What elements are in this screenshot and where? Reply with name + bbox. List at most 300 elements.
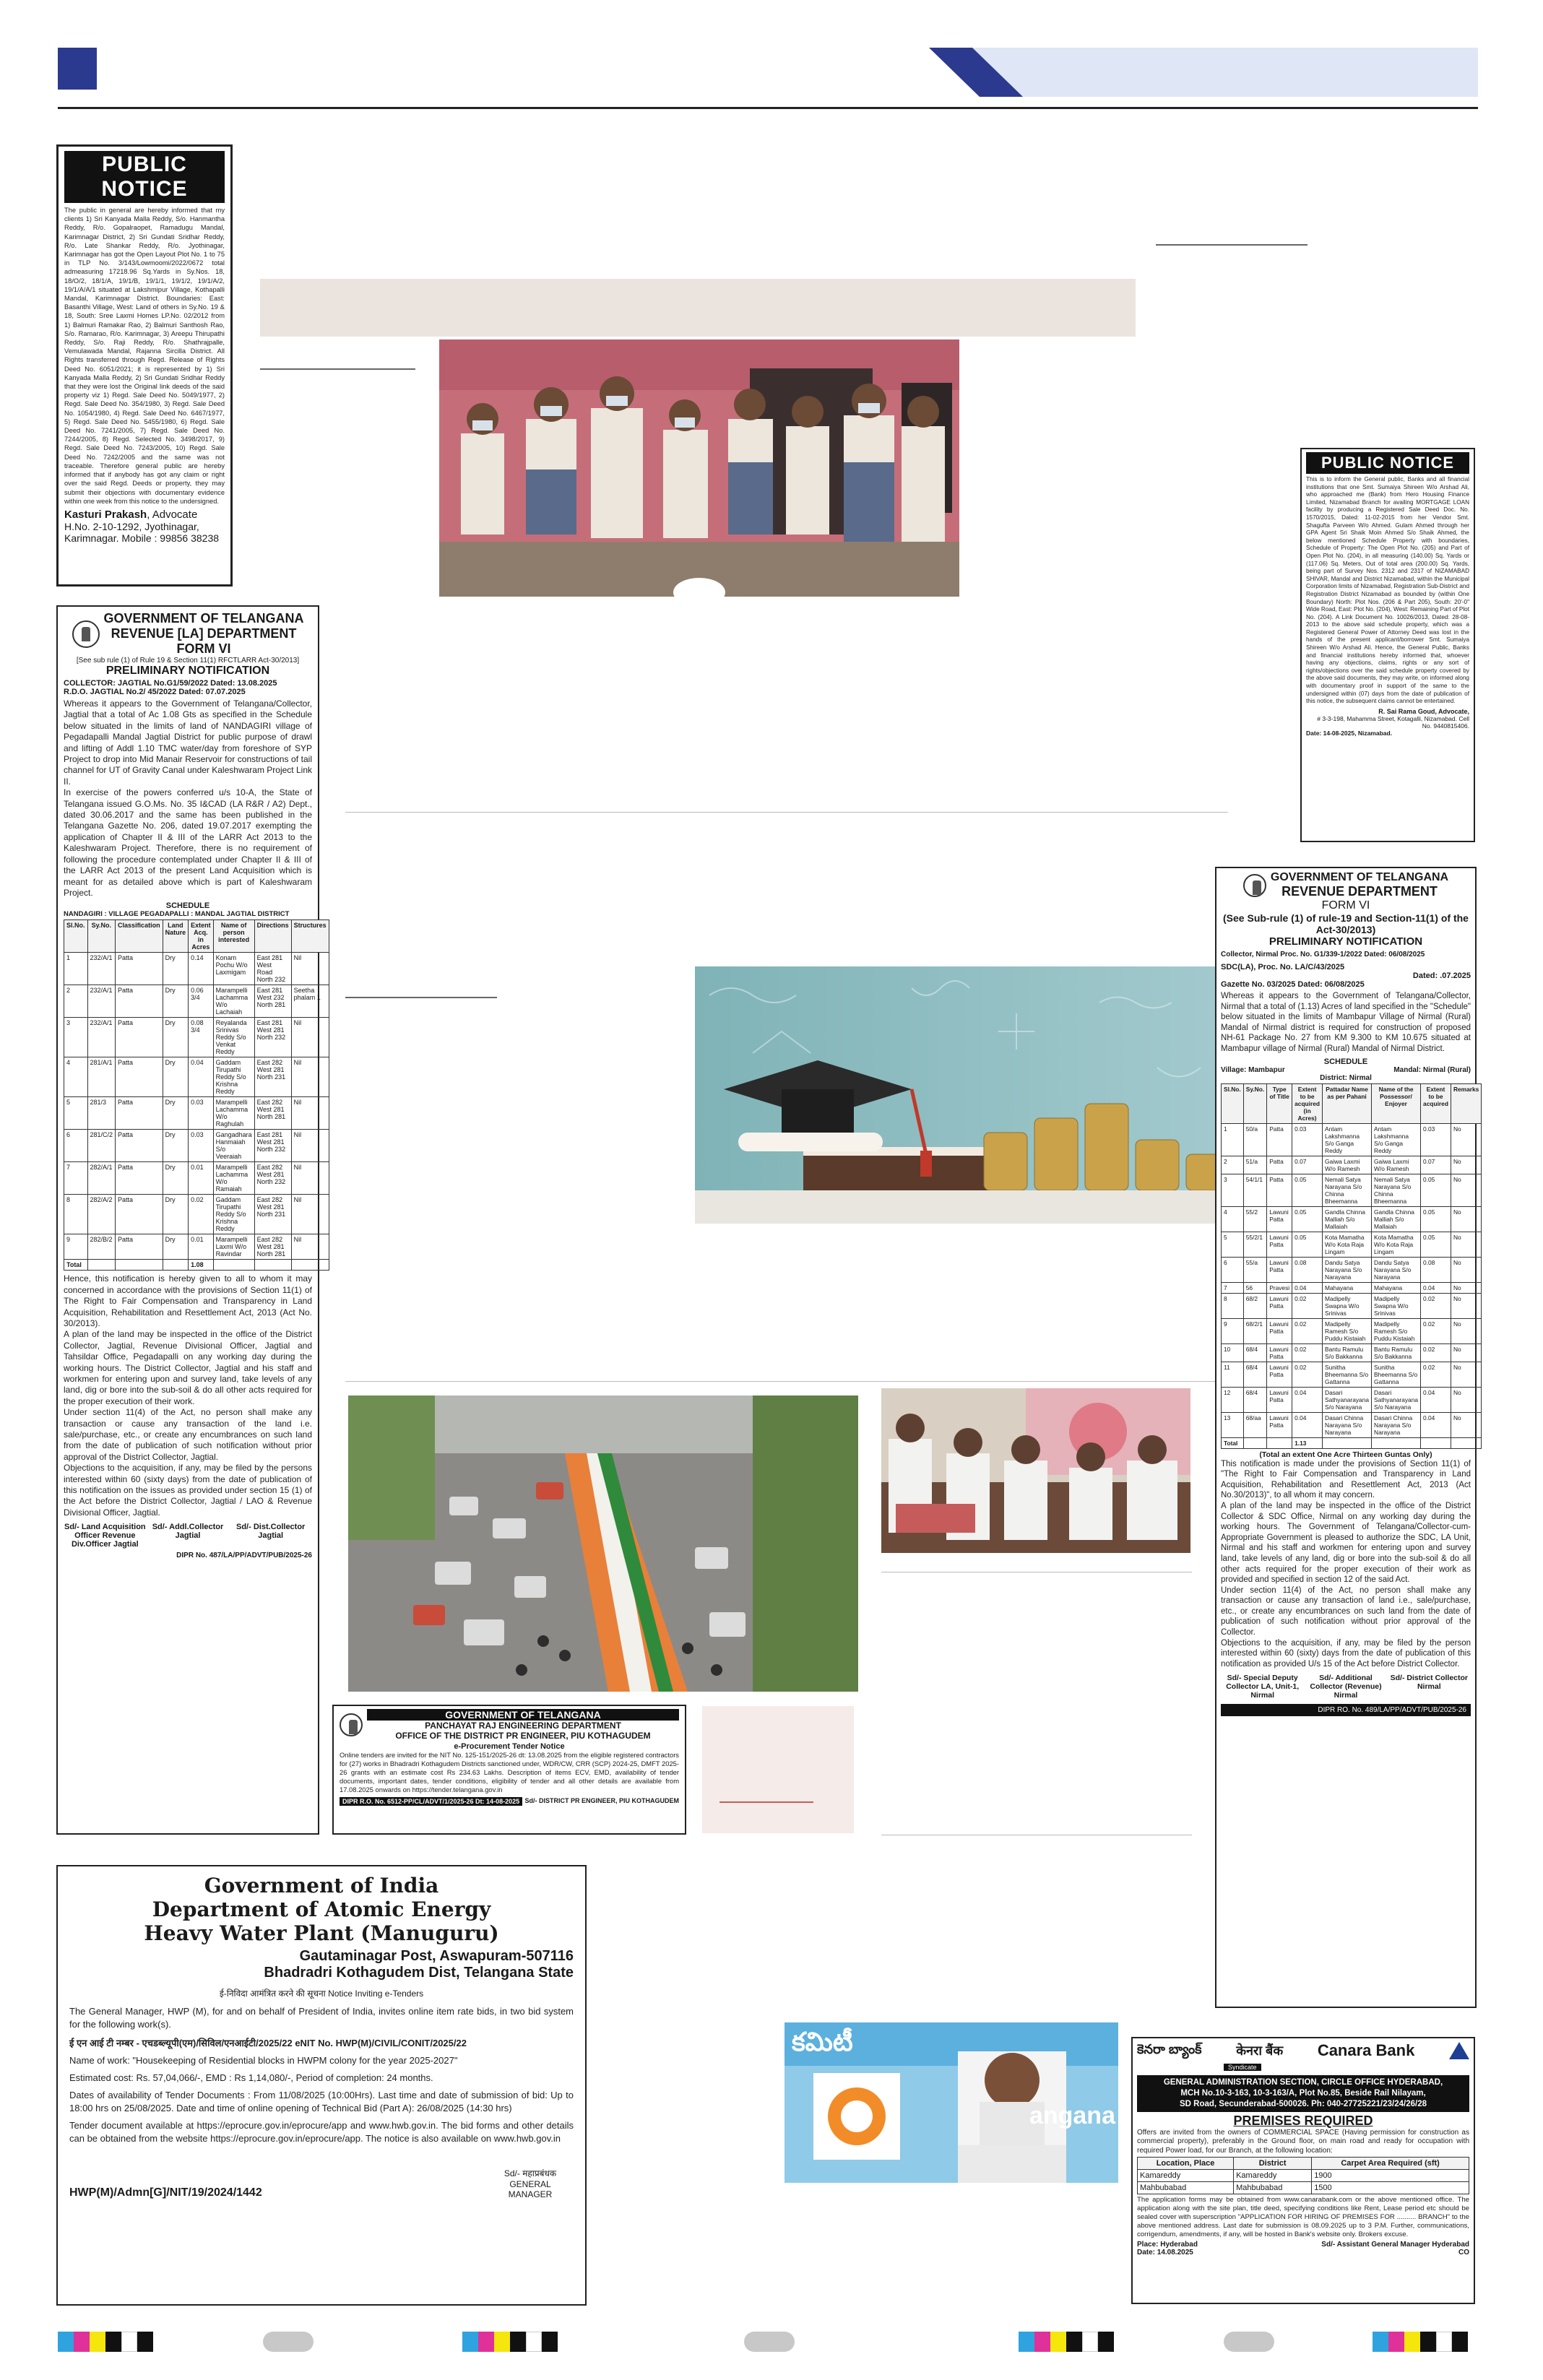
public-notice-body: The public in general are hereby informed that my clients 1) Sri Kanyada Malla Reddy, S/o. Hanmantha Reddy, R/o. Gopalraopet, Ramadugu Mandal, Karimnagar District, 2) Sri Gundati Sridhar Reddy, R/o. Late Shankar Reddy, R/o. Jyothinagar, Karimnagar has got the Open Layout Plot No. 1 to 75 in TLP No. 3/143/Lowmoomi/2022/0672 total admeasuring 17218.96 Sq.Yards in Sy.Nos. 18, 18/O/2, 18/1/A, 19/1/B, 19/1/1, 19/1/2, 19/1/A/2, 19/1/A/A/1 situated at Lakshmipur Village, Kothapalli Mandal, Karimnagar District. Boundaries: East: Basanthi Village, West: Land of others in Sy.No. 19 & 18, South: Sree Laxmi Homes LP.No. 02/2012 from 1) Balmuri Ramakar Rao, 2) Balmuri Santhosh Rao, S/o. Ramarao, R/o. Karimnagar, 3) Areepu Thirupathi Reddy, S/o. Raji Reddy, R/o. Shathrajpalle, Vemulawada Mandal, Rajanna Sircilla District. All Rights transferred through Regd. Release of Rights Deed No. 6051/2021; it is represented by 1) Sri Kanyada Malla Reddy, 2) Sri Gundati Sridhar Reddy that they were lost the Original link deeds of the said property viz 1) Regd. Sale Deed No. 5049/1977, 2) Regd. Sale Deed No. 354/1980, 3) Regd. Sale Deed No. 1054/1980, 4) Regd. Sale Deed No. 6467/1977, 5) Regd. Sale Deed No. 5455/1980, 6) Regd. Sale Deed No. 7241/2005, 7) Regd. Sale Deed No. 7244/2005, 8) Regd. Selected No. 3498/2017, 9) Regd. Sale Deed No. 7243/2005, 10) Regd. Sale Deed No. 7242/2005 and the same was not traceable. Therefore general public are hereby informed that if anybody has got any claim or right over the said Regd. Deeds or property, they may submit their objections with documentary evidence within one week from this notice to the undersigned. [64, 207, 225, 505]
table-row [1222, 1123, 1482, 1156]
jagtial-schedule-col-header: Directions [254, 920, 291, 953]
nirmal-schedule-total-cell: Total [1222, 1437, 1244, 1448]
jagtial-schedule-cell: 232/A/1 [87, 1018, 116, 1057]
color-registration-strip [462, 2332, 558, 2352]
hwp-cost: Estimated cost: Rs. 57,04,066/-, EMD : Rs 1,14,080/-, Period of completion: 24 months. [69, 2072, 433, 2083]
jagtial-schedule-cell: Marampelli Lachamma W/o Raghulah [213, 1097, 254, 1130]
nirmal-schedule-cell: No [1451, 1282, 1481, 1293]
canara-cell: Kamareddy [1138, 2170, 1234, 2182]
column-rule [1156, 244, 1308, 246]
jagtial-schedule-cell: Nil [291, 1234, 329, 1260]
jagtial-schedule-col-header: Sy.No. [87, 920, 116, 953]
nirmal-schedule-total-cell [1421, 1437, 1451, 1448]
jagtial-schedule-cell: 0.02 [189, 1195, 214, 1234]
table-row [1222, 1362, 1482, 1387]
jagtial-schedule-cell: 8 [64, 1195, 88, 1234]
nirmal-schedule-total-cell: 1.13 [1292, 1437, 1323, 1448]
table-row [64, 985, 329, 1018]
canara-tagline: Syndicate [1224, 2064, 1261, 2071]
public-notice-right-signature: R. Sai Rama Goud, Advocate, [1378, 707, 1469, 715]
nirmal-schedule-cell: 0.05 [1421, 1206, 1451, 1232]
hwp-manuguru-tender [56, 1865, 587, 2306]
telangana-emblem-icon [340, 1713, 363, 1736]
jagtial-schedule-col-header: Structures [291, 920, 329, 953]
nirmal-schedule-cell: 0.08 [1421, 1257, 1451, 1282]
tricolour-rally-photo [348, 1395, 858, 1692]
jagtial-schedule-cell: 0.04 [189, 1057, 214, 1097]
jagtial-schedule-cell: Patta [116, 953, 163, 985]
form-vi-nirmal-para1: Whereas it appears to the Government of Telangana/Collector, Nirmal that a total of (1.13) Acres of land specified in the "Schedule" below situated in the limits of Mambapur Village of Nirmal (Rural) Mandal of Nirmal district is required for construction of proposed NH-61 Package No. 27 from KM 9.300 to KM 10.675 situated at Mambapur village of Nirmal (Rural) Mandal of Nirmal District. [1221, 992, 1471, 1053]
form-vi-jagtial-schedule-table [64, 919, 329, 1271]
nirmal-schedule-cell: Lawuni Patta [1267, 1232, 1292, 1257]
canara-cell: Kamareddy [1234, 2170, 1312, 2182]
jagtial-schedule-cell: Patta [116, 1162, 163, 1195]
table-row [64, 1234, 329, 1260]
form-vi-jagtial-para4: A plan of the land may be inspected in the office of the District Collector, Jagtial, Revenue Divisional Officer, Jagtial and Tahsildar Office, Pegadapalli on any working day during the working hours. The District Collector, Jagtial and his staff and workmen for entering upon and survey land, take levels of any land, dig or bore into the sub-soil & do all other acts required for the proper execution of their work. [64, 1329, 312, 1406]
hwp-web: Tender document available at https://eprocure.gov.in/eprocure/app and www.hwb.gov.in. The bid forms and other details can be obtained from the website https://eprocure.gov.in/eprocure/app. The notice is also available on www.hwb.gov.in [69, 2120, 574, 2144]
form-vi-jagtial-signatures: Sd/- Land Acquisition Officer Revenue Div.Officer Jagtial Sd/- Addl.Collector Jagtial Sd/- Dist.Collector Jagtial [64, 1523, 306, 1549]
nirmal-schedule-cell: Lawuni Patta [1267, 1293, 1292, 1318]
public-notice-mobile: Karimnagar. Mobile : 99856 38238 [64, 532, 220, 544]
color-registration-strip [1373, 2332, 1468, 2352]
nirmal-schedule-cell: Pravesi [1267, 1282, 1292, 1293]
table-total-row [1222, 1437, 1482, 1448]
nirmal-schedule-cell: 0.02 [1292, 1362, 1323, 1387]
jagtial-schedule-cell: Reyalanda Srinivas Reddy S/o Venkat Reddy [213, 1018, 254, 1057]
form-vi-nirmal-footer: DIPR RO. No. 489/LA/PP/ADVT/PUB/2025-26 [1221, 1704, 1471, 1716]
nirmal-schedule-cell: 56 [1243, 1282, 1266, 1293]
jagtial-schedule-cell: 7 [64, 1162, 88, 1195]
nirmal-schedule-cell: 68/2 [1243, 1293, 1266, 1318]
nirmal-schedule-col-header: Remarks [1451, 1083, 1481, 1123]
nirmal-schedule-cell: Kota Mamatha W/o Kota Raja Lingam [1323, 1232, 1372, 1257]
nirmal-schedule-cell: 55/2/1 [1243, 1232, 1266, 1257]
jagtial-schedule-cell: 281/A/1 [87, 1057, 116, 1097]
table-row [1138, 2170, 1469, 2182]
nirmal-schedule-cell: Gaiwa Laxmi W/o Ramesh [1372, 1156, 1421, 1174]
nirmal-schedule-cell: No [1451, 1387, 1481, 1412]
jagtial-schedule-col-header: Extent Acq. in Acres [189, 920, 214, 953]
form-vi-nirmal-ref1: Collector, Nirmal Proc. No. G1/339-1/2022 Dated: 06/08/2025 [1221, 951, 1425, 959]
nirmal-schedule-cell: 0.04 [1292, 1282, 1323, 1293]
form-vi-nirmal-district: District: Nirmal [1320, 1073, 1372, 1082]
jagtial-schedule-cell: East 282 West 281 North 232 [254, 1162, 291, 1195]
nirmal-schedule-cell: Dandu Satya Narayana S/o Narayana [1323, 1257, 1372, 1282]
nirmal-schedule-cell: 0.08 [1292, 1257, 1323, 1282]
jagtial-schedule-total-cell: Total [64, 1260, 88, 1271]
headline-placeholder-bar [260, 279, 1136, 337]
nirmal-schedule-col-header: Extent to be acquired (in Acres) [1292, 1083, 1323, 1123]
nirmal-schedule-cell: Lawuni Patta [1267, 1387, 1292, 1412]
jagtial-schedule-total-cell [87, 1260, 116, 1271]
nirmal-schedule-cell: Gandla Chinna Malliah S/o Mallaiah [1372, 1206, 1421, 1232]
form-vi-jagtial [56, 605, 327, 1835]
nirmal-schedule-cell: No [1451, 1293, 1481, 1318]
jagtial-schedule-cell: 2 [64, 985, 88, 1018]
nirmal-schedule-cell: 54/1/1 [1243, 1174, 1266, 1206]
nirmal-schedule-total-cell [1372, 1437, 1421, 1448]
table-row [64, 953, 329, 985]
nirmal-schedule-col-header: Name of the Possessor/ Enjoyer [1372, 1083, 1421, 1123]
canara-brand-row: కెనరా బ్యాంక్ केनरा बैंक Canara Bank [1137, 2041, 1469, 2060]
nirmal-schedule-cell: 0.05 [1292, 1232, 1323, 1257]
color-registration-strip [1019, 2332, 1114, 2352]
jagtial-schedule-cell: East 282 West 281 North 231 [254, 1195, 291, 1234]
banner-english-text: angana [1029, 2102, 1115, 2129]
nirmal-schedule-cell: No [1451, 1206, 1481, 1232]
public-notice-right-title: PUBLIC NOTICE [1306, 452, 1469, 474]
nirmal-schedule-cell: 0.07 [1421, 1156, 1451, 1174]
jagtial-schedule-cell: East 282 West 281 North 281 [254, 1234, 291, 1260]
header-rule [58, 107, 1478, 109]
nirmal-schedule-cell: Sunitha Bheemanna S/o Gattanna [1323, 1362, 1372, 1387]
canara-logo-icon [1449, 2042, 1469, 2059]
jagtial-schedule-cell: East 281 West 281 North 232 [254, 1130, 291, 1162]
jagtial-schedule-cell: Patta [116, 985, 163, 1018]
pink-placeholder-box [702, 1706, 854, 1833]
hwp-nit: ई एन आई टी नम्बर - एचडब्ल्यूपी(एम)/सिविल/एनआईटी/2025/22 eNIT No. HWP(M)/CIVIL/CONIT/2025/22 [69, 2038, 467, 2048]
nirmal-schedule-cell: 0.02 [1421, 1362, 1451, 1387]
jagtial-schedule-cell: Nil [291, 1057, 329, 1097]
jagtial-schedule-cell: Nil [291, 953, 329, 985]
nirmal-schedule-cell: 0.02 [1292, 1318, 1323, 1343]
jagtial-schedule-cell: Nil [291, 1162, 329, 1195]
canara-cell: Mahbubabad [1234, 2182, 1312, 2194]
jagtial-schedule-col-header: Classification [116, 920, 163, 953]
nirmal-schedule-cell: 4 [1222, 1206, 1244, 1232]
nirmal-schedule-cell: 68/4 [1243, 1362, 1266, 1387]
public-notice-right-address: # 3-3-198, Mahamma Street, Kotagalli, Nizamabad. Cell No. 9440815406. [1317, 714, 1469, 730]
nirmal-schedule-cell: 0.02 [1292, 1293, 1323, 1318]
public-notice-right-date: Date: 14-08-2025, Nizamabad. [1306, 729, 1393, 737]
jagtial-schedule-cell: 5 [64, 1097, 88, 1130]
nirmal-schedule-cell: Lawuni Patta [1267, 1362, 1292, 1387]
jagtial-schedule-cell: 0.03 [189, 1130, 214, 1162]
nirmal-schedule-cell: Dandu Satya Narayana S/o Narayana [1372, 1257, 1421, 1282]
jagtial-schedule-cell: Gaddam Tirupathi Reddy S/o Krishna Reddy [213, 1195, 254, 1234]
jagtial-schedule-cell: Patta [116, 1097, 163, 1130]
jagtial-schedule-cell: East 281 West 281 North 232 [254, 1018, 291, 1057]
column-rule [345, 997, 497, 998]
table-row [1222, 1318, 1482, 1343]
table-row [1222, 1257, 1482, 1282]
jagtial-schedule-cell: Patta [116, 1018, 163, 1057]
politician-press-photo [785, 2022, 1118, 2183]
nirmal-schedule-cell: No [1451, 1156, 1481, 1174]
table-row [1222, 1206, 1482, 1232]
jagtial-schedule-cell: Patta [116, 1130, 163, 1162]
pr-tender-footer: DIPR R.O. No. 6512-PP/CL/ADVT/1/2025-26 Dt: 14-08-2025 Sd/- DISTRICT PR ENGINEER, PIU KOTHAGUDEM [340, 1797, 679, 1806]
nirmal-schedule-cell: 68/4 [1243, 1343, 1266, 1362]
jagtial-schedule-cell: East 281 West Road North 232 [254, 953, 291, 985]
table-row [1222, 1343, 1482, 1362]
form-vi-nirmal-schedule-table [1221, 1083, 1482, 1449]
nirmal-schedule-cell: Nemali Satya Narayana S/o Chinna Bheemanna [1323, 1174, 1372, 1206]
pr-tender-body: Online tenders are invited for the NIT No. 125-151/2025-26 dt: 13.08.2025 from the eligible registered contractors for (27) works in Bhadradri Kothagudem Districts sanctioned under, WDR/CW, CRR (SCP) 2024-25, DMFT 2025-26 grants with an estimate cost Rs 234.63 Lakhs. Description of items ECV, EMD, availability of tender documents, important dates, tender conditions, eligibility of tender and all other details are available from 17.08.2025 onwards on https://tender.telangana.gov.in [340, 1751, 679, 1793]
nirmal-schedule-total-cell [1451, 1437, 1481, 1448]
jagtial-schedule-cell: Dry [163, 1057, 189, 1097]
jagtial-schedule-col-header: Name of person interested [213, 920, 254, 953]
nirmal-schedule-cell: Madipelly Swapna W/o Srinivas [1372, 1293, 1421, 1318]
nirmal-schedule-cell: 12 [1222, 1387, 1244, 1412]
jagtial-schedule-cell: 281/3 [87, 1097, 116, 1130]
nirmal-schedule-cell: Dasari Sathyanarayana S/o Narayana [1372, 1387, 1421, 1412]
jagtial-schedule-cell: Patta [116, 1234, 163, 1260]
nirmal-schedule-cell: 0.05 [1292, 1174, 1323, 1206]
nirmal-schedule-cell: Patta [1267, 1174, 1292, 1206]
table-row [64, 1057, 329, 1097]
registration-pill [1224, 2332, 1274, 2352]
nirmal-schedule-cell: 51/a [1243, 1156, 1266, 1174]
jagtial-schedule-cell: Konam Pochu W/o Laxmigam [213, 953, 254, 985]
hwp-dates: Dates of availability of Tender Documents : From 11/08/2025 (10:00Hrs). Last time and date of submission of bid: Up to 18:00 hrs on 25/08/2025. Date and time of online opening of Technical Bid (Part A): 26/08/2025 (14:30 hrs) [69, 2090, 574, 2113]
pr-engineering-tender [332, 1705, 686, 1835]
form-vi-jagtial-schedule-title: SCHEDULE [165, 901, 210, 911]
nirmal-schedule-cell: 8 [1222, 1293, 1244, 1318]
queue-photo [439, 339, 959, 597]
nirmal-schedule-cell: Gaiwa Laxmi W/o Ramesh [1323, 1156, 1372, 1174]
canara-col-header: District [1234, 2158, 1312, 2170]
nirmal-schedule-cell: Bantu Ramulu S/o Bakkanna [1323, 1343, 1372, 1362]
jagtial-schedule-cell: 281/C/2 [87, 1130, 116, 1162]
form-vi-nirmal-signatures: Sd/- Special Deputy Collector LA, Unit-1, Nirmal Sd/- Additional Collector (Revenue) Nirmal Sd/- District Collector Nirmal [1226, 1674, 1468, 1700]
table-row [1222, 1156, 1482, 1174]
jagtial-schedule-cell: Nil [291, 1097, 329, 1130]
nirmal-schedule-cell: 68/4 [1243, 1387, 1266, 1412]
jagtial-schedule-cell: Dry [163, 985, 189, 1018]
form-vi-nirmal-schedule-title: SCHEDULE [1323, 1057, 1368, 1066]
jagtial-schedule-cell: 232/A/1 [87, 953, 116, 985]
nirmal-schedule-col-header: Pattadar Name as per Pahani [1323, 1083, 1372, 1123]
form-vi-nirmal [1215, 867, 1477, 2008]
form-vi-nirmal-para3: A plan of the land may be inspected in the office of the District Collector & SDC Office, Nirmal on any working day during the working hours. The Government of Telangana/Collector-cum-Appropriate Government is pleased to authorize the SDC, LA Unit, Nirmal and his staff and workmen for entering upon and survey land, take levels of any land, dig or bore into the sub-soil & do all other acts required for the proper execution of their work as provided and specified in section 12 of the said Act. [1221, 1501, 1471, 1585]
nirmal-schedule-cell: 0.02 [1421, 1293, 1451, 1318]
table-row [64, 1097, 329, 1130]
nirmal-schedule-cell: No [1451, 1318, 1481, 1343]
jagtial-schedule-cell: Dry [163, 1162, 189, 1195]
jagtial-schedule-cell: Nil [291, 1018, 329, 1057]
jagtial-schedule-cell: Dry [163, 953, 189, 985]
nirmal-schedule-total-cell [1267, 1437, 1292, 1448]
registration-pill [744, 2332, 795, 2352]
nirmal-schedule-cell: No [1451, 1412, 1481, 1437]
jagtial-schedule-total-cell [163, 1260, 189, 1271]
form-vi-nirmal-ref3: Dated: .07.2025 [1412, 972, 1471, 980]
form-vi-nirmal-ref2: SDC(LA), Proc. No. LA/C/43/2025 [1221, 963, 1345, 972]
nirmal-schedule-cell: Gandla Chinna Malliah S/o Mallaiah [1323, 1206, 1372, 1232]
public-notice-signature: Kasturi Prakash, Advocate [64, 508, 198, 521]
color-registration-strip [58, 2332, 153, 2352]
jagtial-schedule-cell: Dry [163, 1195, 189, 1234]
nirmal-schedule-cell: Lawuni Patta [1267, 1257, 1292, 1282]
jagtial-schedule-cell: Gaddam Tirupathi Reddy S/o Krishna Reddy [213, 1057, 254, 1097]
jagtial-schedule-col-header: Land Nature [163, 920, 189, 953]
nirmal-schedule-total-cell [1323, 1437, 1372, 1448]
nirmal-schedule-cell: 0.02 [1421, 1318, 1451, 1343]
jagtial-schedule-total-cell [116, 1260, 163, 1271]
jagtial-schedule-cell: 282/A/2 [87, 1195, 116, 1234]
form-vi-jagtial-para5: Under section 11(4) of the Act, no person shall make any transaction or cause any transaction of the land i.e. sale/purchase, etc., or create any encumbrances on such land from the date of publication of such notification without prior approval of the District Collector, Jagtial. [64, 1407, 312, 1462]
canara-body: The application forms may be obtained from www.canarabank.com or the above mentioned office. The application along with the site plan, title deed, specifying conditions like Rent, Lease period etc should be sealed cover with superscription "APPLICATION FOR HIRING OF PREMISES FOR .......... BRANCH" to the above mentioned address. Last date for submission is 08.09.2025 up to 3 P.M. Further, communications, corrigendum, amendments, if any, will be hosted in Bank's website only. Brokers excuse. [1137, 2196, 1469, 2239]
nirmal-schedule-cell: 0.04 [1292, 1387, 1323, 1412]
nirmal-schedule-cell: 0.04 [1292, 1412, 1323, 1437]
jagtial-schedule-cell: 1 [64, 953, 88, 985]
jagtial-schedule-cell: Seetha phalam 1 [291, 985, 329, 1018]
jagtial-schedule-cell: Nil [291, 1195, 329, 1234]
table-row [1222, 1174, 1482, 1206]
jagtial-schedule-cell: East 282 West 281 North 231 [254, 1057, 291, 1097]
nirmal-schedule-cell: Lawuni Patta [1267, 1412, 1292, 1437]
nirmal-schedule-cell: Mahayana [1323, 1282, 1372, 1293]
form-vi-nirmal-para4: Under section 11(4) of the Act, no person shall make any transaction or cause any transaction of land i.e., sale/purchase, etc., or create any encumbrances on such land from the date of publication of such notification without prior approval of the Collector. [1221, 1585, 1471, 1637]
nirmal-schedule-total-cell [1243, 1437, 1266, 1448]
nirmal-schedule-cell: 0.05 [1421, 1232, 1451, 1257]
nirmal-schedule-cell: 0.03 [1292, 1123, 1323, 1156]
nirmal-schedule-cell: 6 [1222, 1257, 1244, 1282]
form-vi-nirmal-para2: This notification is made under the provisions of Section 11(1) of "The Right to Fair Compensation and Transparency in Land Acquisition, Rehabilitation and Resettlement Act, 2013 (Act No.30/2013)", to all whom it may concern. [1221, 1459, 1471, 1500]
nirmal-schedule-cell: Nemali Satya Narayana S/o Chinna Bheemanna [1372, 1174, 1421, 1206]
table-row [1222, 1412, 1482, 1437]
nirmal-schedule-cell: Patta [1267, 1156, 1292, 1174]
jagtial-schedule-total-cell [254, 1260, 291, 1271]
canara-cell: 1900 [1312, 2170, 1469, 2182]
table-row [64, 1195, 329, 1234]
nirmal-schedule-cell: 0.04 [1421, 1387, 1451, 1412]
nirmal-schedule-cell: Antam Lakshmanna S/o Ganga Reddy [1372, 1123, 1421, 1156]
canara-col-header: Carpet Area Required (sft) [1312, 2158, 1469, 2170]
graduation-cap-coins-photo [695, 966, 1277, 1224]
nirmal-schedule-cell: No [1451, 1343, 1481, 1362]
jagtial-schedule-cell: 0.03 [189, 1097, 214, 1130]
nirmal-schedule-cell: Lawuni Patta [1267, 1206, 1292, 1232]
jagtial-schedule-cell: 0.06 3/4 [189, 985, 214, 1018]
nirmal-schedule-cell: 11 [1222, 1362, 1244, 1387]
jagtial-schedule-cell: 6 [64, 1130, 88, 1162]
nirmal-schedule-cell: No [1451, 1123, 1481, 1156]
hwp-address1: Gautaminagar Post, Aswapuram-507116 [299, 1948, 574, 1964]
nirmal-schedule-col-header: Extent to be acquired [1421, 1083, 1451, 1123]
nirmal-schedule-cell: No [1451, 1174, 1481, 1206]
form-vi-jagtial-header: GOVERNMENT OF TELANGANA REVENUE [LA] DEPARTMENT FORM VI [See sub rule (1) of Rule 19 & Section 11(1) RFCTLARR Act-30/2013] PRELIMINARY NOTIFICATION [64, 611, 312, 678]
form-vi-jagtial-para1: Whereas it appears to the Government of Telangana/Collector, Jagtial that a total of Ac 1.08 Gts as specified in the Schedule below situated in the limits of land of NANDAGIRI village of Pegadapalli Mandal Jagtial District for public purpose of drawl and lifting of Addl 1.10 TMC water/day from foreshore of SYP Project to drop into Mid Manair Reservoir for constructions of tail channel for UT of Gravity Canal under Kaleshwaram Project Link II. [64, 698, 312, 787]
nirmal-schedule-cell: 1 [1222, 1123, 1244, 1156]
nirmal-schedule-cell: 0.03 [1421, 1123, 1451, 1156]
jagtial-schedule-cell: Patta [116, 1195, 163, 1234]
table-row [64, 1162, 329, 1195]
nirmal-schedule-cell: 7 [1222, 1282, 1244, 1293]
canara-cell: 1500 [1312, 2182, 1469, 2194]
nirmal-schedule-cell: 3 [1222, 1174, 1244, 1206]
leaders-inauguration-photo [881, 1388, 1190, 1553]
nirmal-schedule-cell: Kota Mamatha W/o Kota Raja Lingam [1372, 1232, 1421, 1257]
column-rule [260, 368, 415, 370]
jagtial-schedule-col-header: Sl.No. [64, 920, 88, 953]
jagtial-schedule-cell: 0.08 3/4 [189, 1018, 214, 1057]
table-row [1222, 1232, 1482, 1257]
jagtial-schedule-cell: Dry [163, 1130, 189, 1162]
nirmal-schedule-cell: No [1451, 1232, 1481, 1257]
page-corner-block [58, 48, 97, 90]
nirmal-schedule-cell: 0.04 [1421, 1412, 1451, 1437]
table-row [1222, 1282, 1482, 1293]
table-row [1222, 1387, 1482, 1412]
banner-telugu-text: కమిటీ [792, 2027, 853, 2056]
jagtial-schedule-cell: Gangadhara Hanmaiah S/o Veeraiah [213, 1130, 254, 1162]
form-vi-jagtial-para6: Objections to the acquisition, if any, may be filed by the persons interested within 60 (sixty days) from the date of publication of this notification on the issues as provided under section 15 (1) of the Act before the District Collector, Jagtial / LAO & Revenue Divisional Officer, Jagtial. [64, 1463, 312, 1518]
form-vi-jagtial-para2: In exercise of the powers conferred u/s 10-A, the State of Telangana issued G.O.Ms. No. 35 I&CAD (LA R&R / A2) Dept., dated 30.06.2017 and the same has been published in the Telangana Gazette No. 206, dated 19.07.2017 exempting the application of Chapter II & III of the LARR Act 2013 to the Kaleshwaram Project. Therefore, there is no requirement of following the procedure contemplated under Chapter II & III of the LARR Act 2013 of the present Land Acquisition which is meant for as detailed above which is part of Kaleshwaram Project. [64, 787, 312, 898]
telangana-emblem-icon [1243, 874, 1266, 897]
nirmal-schedule-cell: 5 [1222, 1232, 1244, 1257]
nirmal-schedule-cell: 55/a [1243, 1257, 1266, 1282]
jagtial-schedule-cell: Marampelli Lachamma W/o Ramaiah [213, 1162, 254, 1195]
form-vi-jagtial-schedule-sub: NANDAGIRI : VILLAGE PEGADAPALLI : MANDAL JAGTIAL DISTRICT [64, 910, 290, 919]
jagtial-schedule-cell: Dry [163, 1097, 189, 1130]
table-row [1138, 2182, 1469, 2194]
nirmal-schedule-cell: 0.05 [1292, 1206, 1323, 1232]
form-vi-nirmal-header: GOVERNMENT OF TELANGANA REVENUE DEPARTMENT FORM VI (See Sub-rule (1) of rule-19 and Section-11(1) of the Act-30/2013) PRELIMINARY NOTIFICATION [1223, 871, 1469, 948]
jagtial-schedule-cell: East 282 West 281 North 281 [254, 1097, 291, 1130]
form-vi-jagtial-ref2: R.D.O. JAGTIAL No.2/ 45/2022 Dated: 07.07.2025 [64, 688, 246, 696]
public-notice-title: PUBLIC NOTICE [64, 151, 225, 203]
jagtial-schedule-cell: 3 [64, 1018, 88, 1057]
form-vi-nirmal-village-row: Village: Mambapur Mandal: Nirmal (Rural) [1221, 1065, 1471, 1074]
form-vi-jagtial-ref1: COLLECTOR: JAGTIAL No.G1/59/2022 Dated: 13.08.2025 [64, 679, 277, 688]
jagtial-schedule-total-cell: 1.08 [189, 1260, 214, 1271]
nirmal-schedule-cell: Madipelly Swapna W/o Srinivas [1323, 1293, 1372, 1318]
jagtial-schedule-cell: 0.01 [189, 1234, 214, 1260]
nirmal-schedule-cell: 68/aa [1243, 1412, 1266, 1437]
jagtial-schedule-cell: East 281 West 232 North 281 [254, 985, 291, 1018]
jagtial-schedule-cell: 0.01 [189, 1162, 214, 1195]
nirmal-schedule-cell: Madipelly Ramesh S/o Puddu Kistaiah [1323, 1318, 1372, 1343]
nirmal-schedule-cell: 50/a [1243, 1123, 1266, 1156]
hwp-footer: HWP(M)/Admn[G]/NIT/19/2024/1442 Sd/- महाप्रबंधक GENERAL MANAGER [69, 2168, 557, 2199]
pink-box-rule [719, 1801, 813, 1803]
nirmal-schedule-col-header: Sy.No. [1243, 1083, 1266, 1123]
nirmal-schedule-cell: 13 [1222, 1412, 1244, 1437]
pr-tender-subtitle: e-Procurement Tender Notice [454, 1742, 565, 1751]
nirmal-schedule-col-header: Type of Title [1267, 1083, 1292, 1123]
form-vi-jagtial-footer: DIPR No. 487/LA/PP/ADVT/PUB/2025-26 [176, 1552, 312, 1560]
nirmal-schedule-cell: Mahayana [1372, 1282, 1421, 1293]
nirmal-schedule-cell: 55/2 [1243, 1206, 1266, 1232]
jagtial-schedule-cell: 232/A/1 [87, 985, 116, 1018]
jagtial-schedule-cell: Nil [291, 1130, 329, 1162]
hwp-work: Name of work: "Housekeeping of Residential blocks in HWPM colony for the year 2025-2027" [69, 2055, 458, 2066]
nirmal-schedule-cell: Sunitha Bheemanna S/o Gattanna [1372, 1362, 1421, 1387]
public-notice-right [1300, 448, 1475, 842]
nirmal-schedule-cell: 0.07 [1292, 1156, 1323, 1174]
hwp-body1: The General Manager, HWP (M), for and on behalf of President of India, invites online item rate bids, in two bid system for the following work(s). [69, 2006, 574, 2030]
column-rule [345, 1381, 1228, 1382]
nirmal-schedule-cell: 0.02 [1421, 1343, 1451, 1362]
nirmal-schedule-cell: 68/2/1 [1243, 1318, 1266, 1343]
canara-title: PREMISES REQUIRED [1233, 2113, 1373, 2128]
table-total-row [64, 1260, 329, 1271]
nirmal-schedule-cell: No [1451, 1362, 1481, 1387]
form-vi-nirmal-ref4: Gazette No. 03/2025 Dated: 06/08/2025 [1221, 980, 1365, 989]
table-row [64, 1018, 329, 1057]
jagtial-schedule-cell: Patta [116, 1057, 163, 1097]
nirmal-schedule-cell: Antam Lakshmanna S/o Ganga Reddy [1323, 1123, 1372, 1156]
form-vi-nirmal-total-note: (Total an extent One Acre Thirteen Guntas Only) [1259, 1450, 1432, 1459]
canara-col-header: Location, Place [1138, 2158, 1234, 2170]
form-vi-nirmal-para5: Objections to the acquisition, if any, may be filed by the person interested within 60 (sixty) days from the date of publication of this notification as provided U/s 15 of the Act before District Collector. [1221, 1638, 1471, 1669]
pr-tender-header: GOVERNMENT OF TELANGANA PANCHAYAT RAJ ENGINEERING DEPARTMENT OFFICE OF THE DISTRICT PR ENGINEER, PIU KOTHAGUDEM [340, 1709, 679, 1741]
public-notice-left [56, 144, 233, 587]
hwp-notice-line: ई-निविदा आमंत्रित करने की सूचना Notice Inviting e-Tenders [219, 1989, 424, 1999]
canara-intro: Offers are invited from the owners of COMMERCIAL SPACE (Having permission for construction as commercial property), preferably in the Ground floor, on main road and ready for occupation with required Power load, for our Branch, at the following location: [1137, 2129, 1469, 2155]
